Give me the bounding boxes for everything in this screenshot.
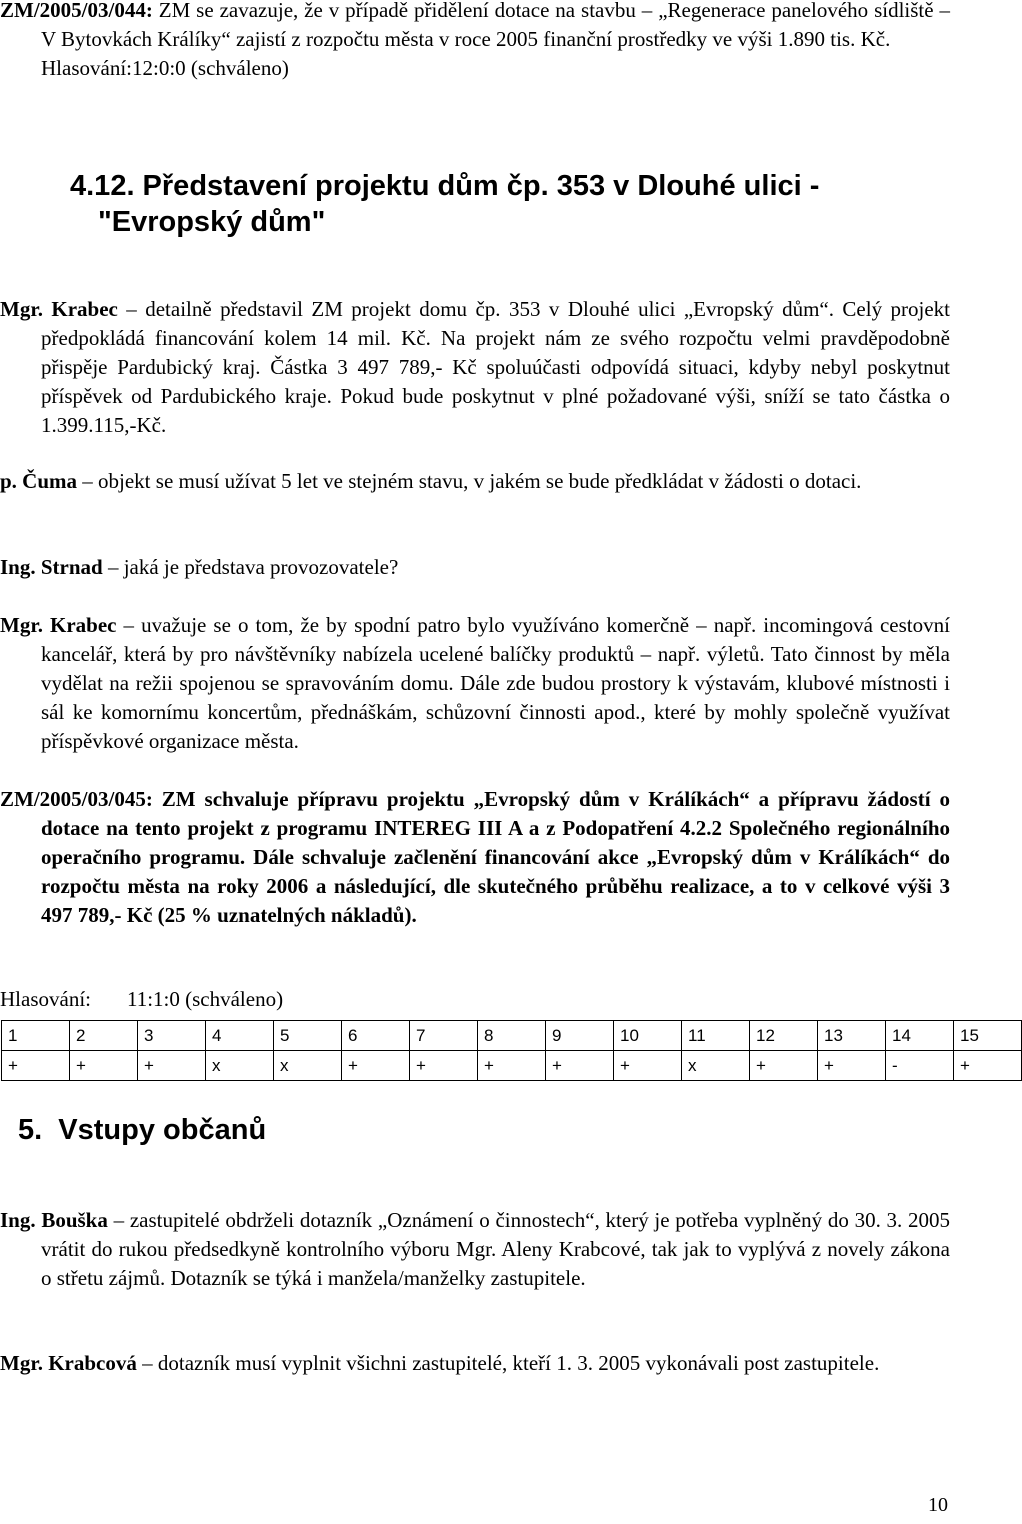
page-number: 10 xyxy=(928,1494,948,1516)
speaker-name: Mgr. Krabec xyxy=(0,613,117,637)
speaker-name: Mgr. Krabec xyxy=(0,297,118,321)
member-vote: + xyxy=(138,1051,206,1081)
resolution-044 xyxy=(0,0,950,83)
member-number: 10 xyxy=(614,1021,682,1051)
speaker-name: p. Čuma xyxy=(0,469,78,493)
vote-table xyxy=(1,1020,1022,1081)
vote-table-votes-row xyxy=(2,1051,1022,1081)
paragraph-bouska xyxy=(0,1206,950,1293)
member-number: 4 xyxy=(206,1021,274,1051)
paragraph-krabcova xyxy=(0,1349,950,1378)
resolution-044-text: ZM/2005/03/044: ZM se zavazuje, že v případě přidělení dotace na stavbu – „Regenerace panelového sídliště – V Bytovkách Králíky“ zajistí z rozpočtu města v roce 2005 finanční prostředky ve výši 1.890 tis. Kč. xyxy=(0,0,950,51)
resolution-045 xyxy=(0,785,950,930)
paragraph-text: Ing. Strnad – jaká je představa provozovatele? xyxy=(0,555,399,579)
section-heading-line1: 4.12. Představení projektu dům čp. 353 v Dlouhé ulici - xyxy=(70,170,820,202)
member-number: 3 xyxy=(138,1021,206,1051)
speaker-name: Ing. Strnad xyxy=(0,555,103,579)
member-vote: + xyxy=(2,1051,70,1081)
vote-table-numbers-row xyxy=(2,1021,1022,1051)
member-number: 11 xyxy=(682,1021,750,1051)
member-number: 2 xyxy=(70,1021,138,1051)
member-vote: + xyxy=(546,1051,614,1081)
section-5-heading xyxy=(18,1112,918,1148)
paragraph-text: Mgr. Krabec – detailně představil ZM projekt domu čp. 353 v Dlouhé ulici „Evropský dům“. Celý projekt předpokládá financování kolem 14 mil. Kč. Na projekt nám ze svého rozpočtu velmi pravděpodobně přispěje Pardubický kraj. Částka 3 497 789,- Kč spoluúčasti odpovídá situaci, kdyby nebyl poskytnut příspěvek od Pardubického kraje. Pokud bude poskytnut v plné požadované výši, sníží se tato částka o 1.399.115,-Kč. xyxy=(0,297,950,437)
member-vote: + xyxy=(614,1051,682,1081)
member-number: 12 xyxy=(750,1021,818,1051)
resolution-044-vote: Hlasování:12:0:0 (schváleno) xyxy=(41,56,289,80)
member-vote: x xyxy=(274,1051,342,1081)
paragraph-krabec-project xyxy=(0,295,950,440)
member-number: 14 xyxy=(886,1021,954,1051)
member-number: 9 xyxy=(546,1021,614,1051)
speaker-name: Ing. Bouška xyxy=(0,1208,108,1232)
member-number: 15 xyxy=(954,1021,1022,1051)
member-vote: x xyxy=(206,1051,274,1081)
member-vote: - xyxy=(886,1051,954,1081)
member-vote: + xyxy=(410,1051,478,1081)
paragraph-krabec-usage xyxy=(0,611,950,756)
member-vote: + xyxy=(342,1051,410,1081)
member-vote: + xyxy=(818,1051,886,1081)
member-vote: + xyxy=(750,1051,818,1081)
section-heading: 5. Vstupy občanů xyxy=(18,1114,267,1146)
paragraph-cuma xyxy=(0,467,950,496)
resolution-045-number: ZM/2005/03/045: xyxy=(0,787,153,811)
member-number: 7 xyxy=(410,1021,478,1051)
member-vote: + xyxy=(954,1051,1022,1081)
member-vote: + xyxy=(478,1051,546,1081)
paragraph-text: Mgr. Krabcová – dotazník musí vyplnit všichni zastupitelé, kteří 1. 3. 2005 vykonávali post zastupitele. xyxy=(0,1351,880,1375)
member-number: 1 xyxy=(2,1021,70,1051)
resolution-045-vote xyxy=(0,985,950,1014)
member-number: 5 xyxy=(274,1021,342,1051)
paragraph-strnad xyxy=(0,553,950,582)
member-vote: + xyxy=(70,1051,138,1081)
member-number: 6 xyxy=(342,1021,410,1051)
resolution-045-text: ZM/2005/03/045: ZM schvaluje přípravu projektu „Evropský dům v Králíkách“ a přípravu žádostí o dotace na tento projekt z programu INTEREG III A a z Podopatření 4.2.2 Společného regionálního operačního programu. Dále schvaluje začlenění financování akce „Evropský dům v Králíkách“ do rozpočtu města na roky 2006 a následující, dle skutečného průběhu realizace, a to v celkové výši 3 497 789,- Kč (25 % uznatelných nákladů). xyxy=(0,787,950,927)
member-number: 8 xyxy=(478,1021,546,1051)
vote-label: Hlasování: xyxy=(0,987,91,1011)
paragraph-text: Ing. Bouška – zastupitelé obdrželi dotazník „Oznámení o činnostech“, který je potřeba vyplněný do 30. 3. 2005 vrátit do rukou předsedkyně kontrolního výboru Mgr. Aleny Krabcové, tak jak to vyplývá z novely zákona o střetu zájmů. Dotazník se týká i manžela/manželky zastupitele. xyxy=(0,1208,951,1290)
paragraph-text: p. Čuma – objekt se musí užívat 5 let ve stejném stavu, v jakém se bude předkládat v žádosti o dotaci. xyxy=(0,469,862,493)
section-heading-line2: "Evropský dům" xyxy=(98,206,326,238)
resolution-044-number: ZM/2005/03/044: xyxy=(0,0,153,22)
section-4-12-heading xyxy=(70,168,930,240)
member-vote: x xyxy=(682,1051,750,1081)
paragraph-text: Mgr. Krabec – uvažuje se o tom, že by spodní patro bylo využíváno komerčně – např. incomingová cestovní kancelář, která by pro návštěvníky nabízela ucelené balíčky produktů – např. výletů. Tato činnost by měla vydělat na režii spojenou se spravováním domu. Dále zde budou prostory k výstavám, klubové místnosti i sál ke komornímu koncertům, přednáškám, schůzovní činnosti apod., které by mohly společně využívat příspěvkové organizace města. xyxy=(0,613,950,753)
speaker-name: Mgr. Krabcová xyxy=(0,1351,137,1375)
vote-result: 11:1:0 (schváleno) xyxy=(126,987,284,1011)
member-number: 13 xyxy=(818,1021,886,1051)
